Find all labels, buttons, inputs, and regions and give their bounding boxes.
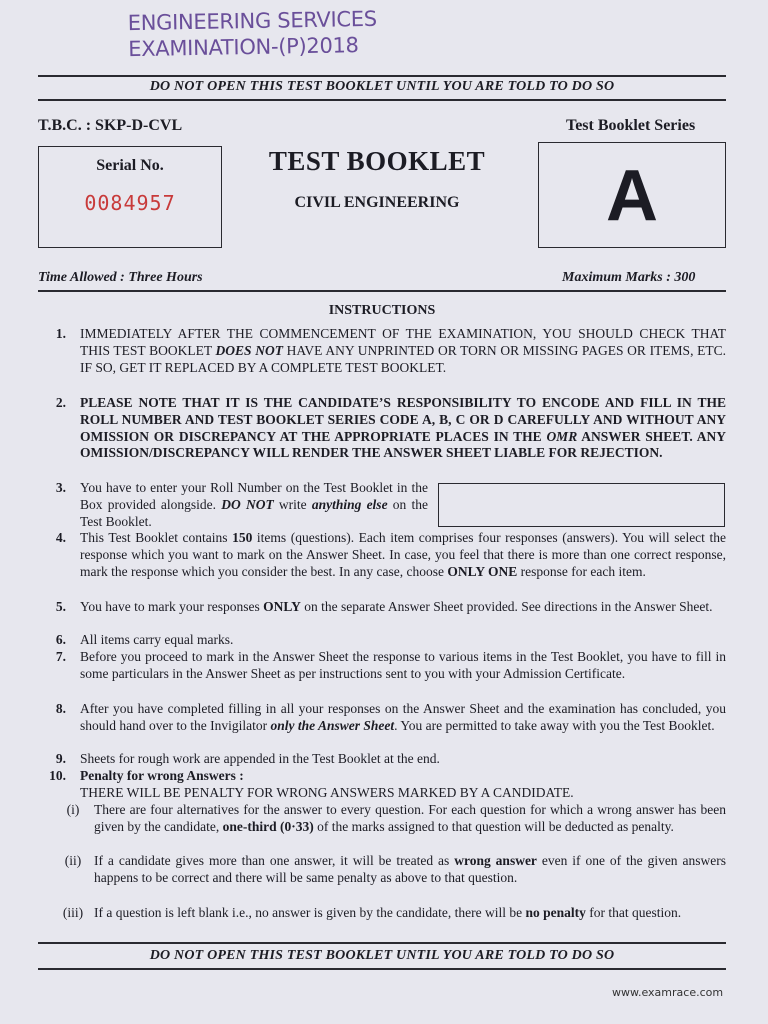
footer-watermark: www.examrace.com [612,986,724,999]
item-number: 7. [55,649,66,664]
bottom-rule [38,942,726,944]
time-allowed: Time Allowed : Three Hours [38,270,203,285]
instruction-item-3: 3. You have to enter your Roll Number on the Test Booklet in the Box provided alongside. DO NOT write anything else on the Test Booklet. [38,480,726,530]
item-number: 3. [55,480,66,495]
instruction-item-8: 8. After you have completed filling in all your responses on the Answer Sheet and the examination has concluded, you should hand over to the Invigilator only the Answer Sheet. You are permitted to take away with you the Test Booklet. [38,701,726,735]
penalty-rule-iii: (iii) If a question is left blank i.e., no answer is given by the candidate, there will be no penalty for that question. [62,905,682,920]
stamp-line-2: EXAMINATION-(P)2018 [128,33,359,62]
instructions-title: INSTRUCTIONS [328,303,436,318]
series-box [538,142,726,248]
header-rule [38,290,726,292]
instruction-item-4: 4. This Test Booklet contains 150 items (questions). Each item comprises four responses (answers). You will select the response which you want to mark on the Answer Sheet. In case, you feel that there is more than one correct response, mark the response which you consider the best. In any case, choose ONLY ONE response for each item. [38,530,726,580]
item-number: 8. [55,701,66,716]
instruction-item-5: 5. You have to mark your responses ONLY on the separate Answer Sheet provided. See directions in the Answer Sheet. [38,599,726,616]
instruction-item-7: 7. Before you proceed to mark in the Answer Sheet the response to various items in the Test Booklet, you have to fill in some particulars in the Answer Sheet as per instructions sent to you with your Admission Certificate. [38,649,726,683]
roll-number-box[interactable] [438,483,725,527]
item-number: 2. [55,395,66,410]
exam-stamp [128,6,378,62]
item-number: 10. [49,768,66,783]
item-number: 9. [55,751,66,766]
penalty-rule-i: (i) There are four alternatives for the answer to every question. For each question for which a wrong answer has been given by the candidate, one-third (0·33) of the marks assigned to that question will be deducted as penalty. [66,802,726,834]
tbc-code: T.B.C. : SKP-D-CVL [38,117,183,134]
top-rule-lower [38,99,726,101]
top-rule [38,75,726,77]
penalty-rule-ii: (ii) If a candidate gives more than one answer, it will be treated as wrong answer even if one of the given answers happens to be correct and there will be same penalty as above to that question. [64,853,726,885]
item-number: 6. [55,632,66,647]
item-number: 4. [55,530,66,545]
instruction-item-1: 1. IMMEDIATELY AFTER THE COMMENCEMENT OF THE EXAMINATION, YOU SHOULD CHECK THAT THIS TEST BOOKLET DOES NOT HAVE ANY UNPRINTED OR TORN OR MISSING PAGES OR ITEMS, ETC. IF SO, GET IT REPLACED BY A COMPLETE TEST BOOKLET. [38,326,726,376]
bottom-warning-banner: DO NOT OPEN THIS TEST BOOKLET UNTIL YOU ARE TOLD TO DO SO [149,948,615,963]
booklet-title: TEST BOOKLET [268,146,486,176]
stamp-line-1: ENGINEERING SERVICES [127,6,377,36]
item-number: 5. [55,599,66,614]
serial-number: 0084957 [84,191,176,215]
instruction-item-9: 9. Sheets for rough work are appended in the Test Booklet at the end. [38,751,726,768]
top-warning-banner: DO NOT OPEN THIS TEST BOOKLET UNTIL YOU ARE TOLD TO DO SO [149,79,615,94]
bottom-rule-lower [38,968,726,970]
serial-number-box [38,146,222,248]
instruction-item-6: 6. All items carry equal marks. [38,632,726,649]
series-label: Test Booklet Series [566,117,696,134]
subject-title: CIVIL ENGINEERING [294,194,460,211]
serial-label: Serial No. [96,157,164,174]
instruction-item-2: 2. PLEASE NOTE THAT IT IS THE CANDIDATE’S RESPONSIBILITY TO ENCODE AND FILL IN THE ROLL NUMBER AND TEST BOOKLET SERIES CODE A, B, C OR D CAREFULLY AND WITHOUT ANY OMISSION OR DISCREPANCY AT THE APPROPRIATE PLACES IN THE OMR ANSWER SHEET. ANY OMISSION/DISCREPANCY WILL RENDER THE ANSWER SHEET LIABLE FOR REJECTION. [38,395,726,462]
maximum-marks: Maximum Marks : 300 [562,270,696,285]
series-letter: A [606,156,658,236]
instruction-item-10: 10. Penalty for wrong Answers : THERE WILL BE PENALTY FOR WRONG ANSWERS MARKED BY A CANDIDATE. [38,768,726,802]
item-number: 1. [55,326,66,341]
